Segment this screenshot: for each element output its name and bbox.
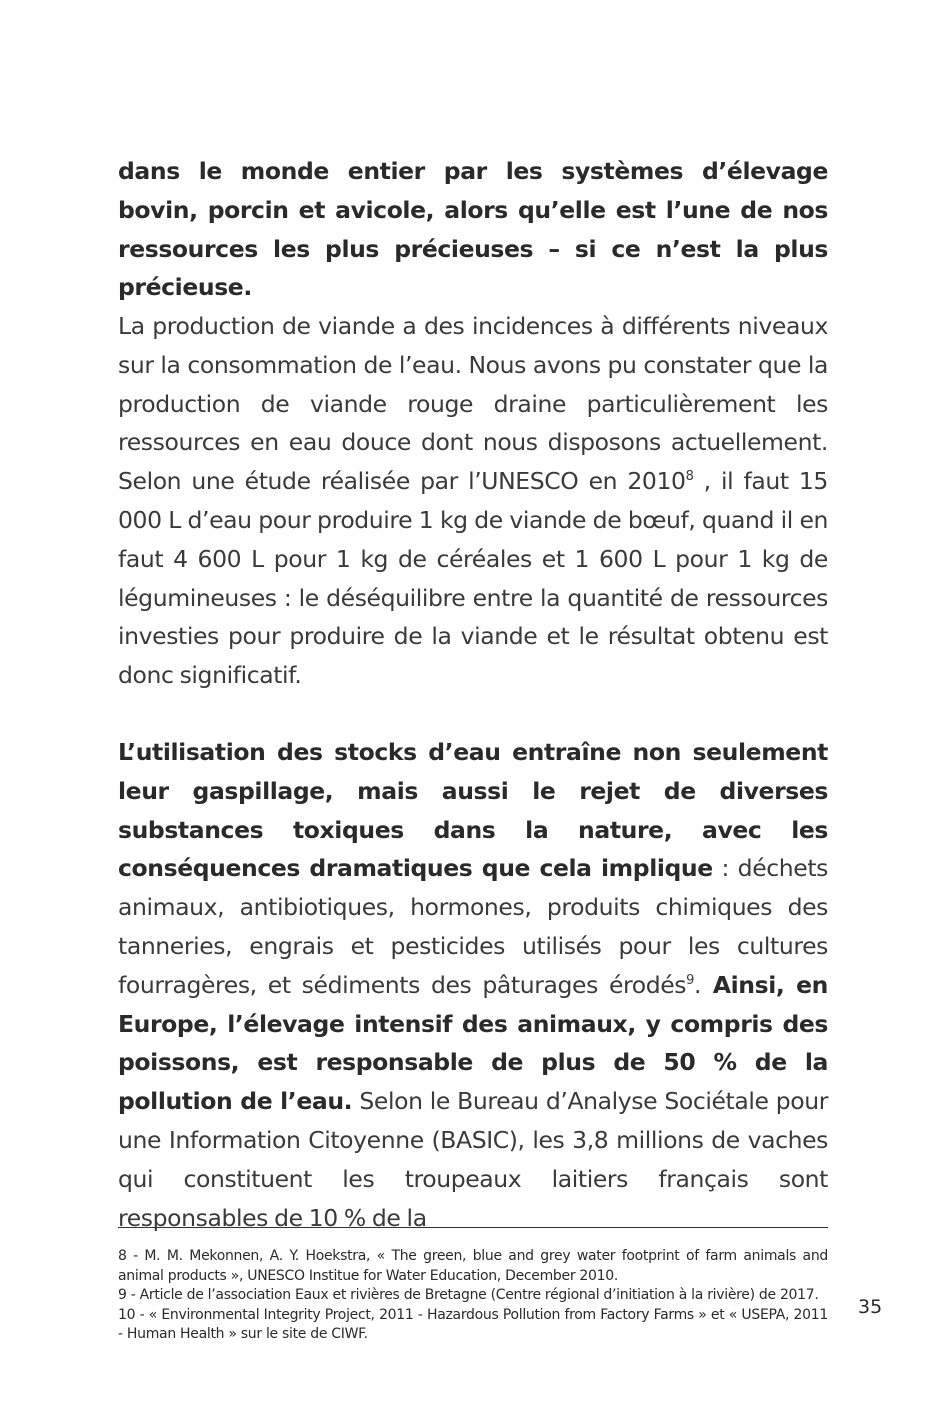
- paragraph-water-pollution: [118, 733, 828, 1237]
- paragraph-1-text: dans le monde entier par les systèmes d’élevage bovin, porcin et avicole, alors qu’elle est l’une de nos ressources les plus précieuses – si ce n’est la plus précieuse.: [118, 157, 828, 302]
- footnote-9: 9 - Article de l’association Eaux et rivières de Bretagne (Centre régional d’initiation à la rivière) de 2017.: [118, 1287, 819, 1303]
- page-number: 35: [858, 1296, 883, 1318]
- footnote-8: 8 - M. M. Mekonnen, A. Y. Hoekstra, « The green, blue and grey water footprint of farm animals and animal products », UNESCO Institue for Water Education, December 2010.: [118, 1248, 828, 1284]
- paragraph-3-list: : déchets animaux, antibiotiques, hormones, produits chimiques des tanneries, engrais et pesticides utilisés pour les cultures fourragères, et sédiments des pâturages érodés: [118, 854, 828, 999]
- paragraph-3-period: .: [694, 970, 702, 999]
- paragraph-water-consumption: [118, 307, 828, 695]
- footnotes: [118, 1247, 828, 1345]
- paragraph-2-text-b: , il faut 15 000 L d’eau pour produire 1 kg de viande de bœuf, quand il en faut 4 600 L pour 1 kg de céréales et 1 600 L pour 1 kg de légumineuses : le déséquilibre entre la quantité de ressources investies pour produire de la viande et le résultat obtenu est donc significatif.: [118, 467, 828, 690]
- paragraph-3-closing: Selon le Bureau d’Analyse Sociétale pour une Information Citoyenne (BASIC), les 3,8 millions de vaches qui constituent les troupeaux laitiers français sont responsables de 10 % de la: [118, 1087, 828, 1232]
- footnote-ref-8[interactable]: 8: [685, 469, 694, 485]
- paragraph-3-bold-statement: Ainsi, en Europe, l’élevage intensif des animaux, y compris des poissons, est responsable de plus de 50 % de la pollution de l’eau.: [118, 970, 829, 1116]
- paragraph-2-text-a: La production de viande a des incidences à différents niveaux sur la consommation de l’eau. Nous avons pu constater que la production de viande rouge draine particulièrement les ressources en eau douce dont nous disposons actuellement. Selon une étude réalisée par l’UNESCO en 2010: [118, 312, 828, 496]
- footnote-ref-9[interactable]: 9: [686, 972, 695, 988]
- paragraph-3-bold-intro: L’utilisation des stocks d’eau entraîne non seulement leur gaspillage, mais aussi le rejet de diverses substances toxiques dans la nature, avec les conséquences dramatiques que cela implique: [118, 738, 828, 883]
- footnote-divider: [118, 1227, 828, 1228]
- paragraph-continuation: [118, 152, 828, 307]
- footnote-10: 10 - « Environmental Integrity Project, 2011 - Hazardous Pollution from Factory Farms » et « USEPA, 2011 - Human Health » sur le site de CIWF.: [118, 1306, 828, 1342]
